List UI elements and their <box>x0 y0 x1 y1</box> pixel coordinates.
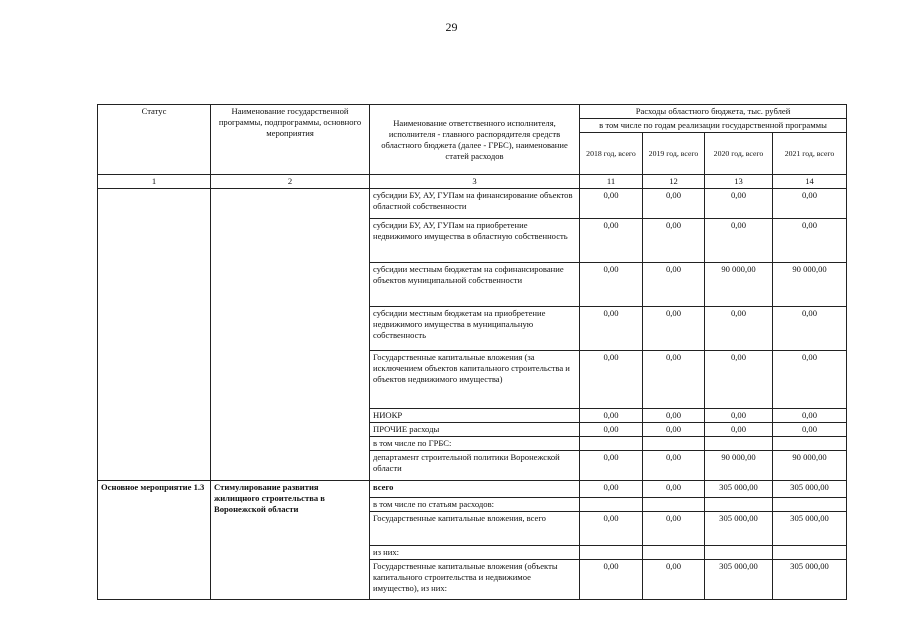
budget-value: 0,00 <box>705 189 773 219</box>
expense-item-label: из них: <box>370 546 580 560</box>
budget-value: 0,00 <box>705 409 773 423</box>
budget-value <box>580 498 643 512</box>
main-event-status: Основное мероприятие 1.3 <box>98 481 211 600</box>
budget-value: 305 000,00 <box>705 560 773 600</box>
budget-value <box>580 437 643 451</box>
budget-value: 0,00 <box>705 219 773 263</box>
expense-item-label: субсидии местным бюджетам на софинансирование объектов муниципальной собственности <box>370 263 580 307</box>
budget-table <box>97 104 847 600</box>
budget-value: 0,00 <box>773 307 847 351</box>
column-number: 11 <box>580 175 643 189</box>
expense-item-label: Государственные капитальные вложения (объекты капитального строительства и недвижимое имущество), из них: <box>370 560 580 600</box>
budget-value: 0,00 <box>705 307 773 351</box>
budget-value: 0,00 <box>580 189 643 219</box>
expense-item-label: департамент строительной политики Воронежской области <box>370 451 580 481</box>
budget-value <box>643 546 705 560</box>
expense-item-label: субсидии БУ, АУ, ГУПам на финансирование объектов областной собственности <box>370 189 580 219</box>
header-budget-title: Расходы областного бюджета, тыс. рублей <box>580 105 847 119</box>
budget-value: 0,00 <box>580 307 643 351</box>
expense-item-label: Государственные капитальные вложения (за исключением объектов капитального строительства и объектов недвижимого имущества) <box>370 351 580 409</box>
budget-value: 0,00 <box>643 263 705 307</box>
main-event-row <box>98 481 847 498</box>
budget-value: 90 000,00 <box>705 263 773 307</box>
column-number: 13 <box>705 175 773 189</box>
header-executor: Наименование ответственного исполнителя, исполнителя - главного распорядителя средств областного бюджета (далее - ГРБС), наименование статей расходов <box>370 105 580 175</box>
budget-value <box>643 498 705 512</box>
budget-value: 0,00 <box>705 351 773 409</box>
budget-value: 90 000,00 <box>773 263 847 307</box>
budget-value: 0,00 <box>580 451 643 481</box>
header-year-2019: 2019 год, всего <box>643 133 705 175</box>
column-number: 14 <box>773 175 847 189</box>
expense-item-label: ПРОЧИЕ расходы <box>370 423 580 437</box>
budget-value: 305 000,00 <box>773 560 847 600</box>
budget-value <box>580 546 643 560</box>
expense-item-label: всего <box>370 481 580 498</box>
budget-value: 0,00 <box>773 409 847 423</box>
budget-value: 0,00 <box>705 423 773 437</box>
page-number: 29 <box>445 20 458 34</box>
header-year-2020: 2020 год, всего <box>705 133 773 175</box>
expense-item-label: в том числе по статьям расходов: <box>370 498 580 512</box>
budget-value: 0,00 <box>643 423 705 437</box>
budget-value: 0,00 <box>580 409 643 423</box>
budget-value: 0,00 <box>773 351 847 409</box>
header-year-2021: 2021 год, всего <box>773 133 847 175</box>
budget-value: 90 000,00 <box>705 451 773 481</box>
budget-value <box>705 437 773 451</box>
budget-value: 0,00 <box>773 189 847 219</box>
budget-value: 305 000,00 <box>773 512 847 546</box>
budget-value: 0,00 <box>773 423 847 437</box>
budget-value: 0,00 <box>643 560 705 600</box>
budget-value: 90 000,00 <box>773 451 847 481</box>
budget-value: 0,00 <box>580 351 643 409</box>
budget-row <box>98 189 847 219</box>
header-by-years: в том числе по годам реализации государственной программы <box>580 119 847 133</box>
budget-value: 0,00 <box>580 560 643 600</box>
expense-item-label: субсидии местным бюджетам на приобретение недвижимого имущества в муниципальную собственность <box>370 307 580 351</box>
header-year-2018: 2018 год, всего <box>580 133 643 175</box>
budget-value <box>643 437 705 451</box>
column-number: 1 <box>98 175 211 189</box>
budget-value: 305 000,00 <box>773 481 847 498</box>
budget-value: 0,00 <box>580 263 643 307</box>
budget-value: 0,00 <box>580 512 643 546</box>
header-program-name: Наименование государственной программы, подпрограммы, основного мероприятия <box>211 105 370 175</box>
budget-value <box>705 498 773 512</box>
expense-item-label: в том числе по ГРБС: <box>370 437 580 451</box>
program-name-cell-empty <box>211 189 370 481</box>
budget-value: 0,00 <box>643 219 705 263</box>
budget-value: 0,00 <box>643 351 705 409</box>
budget-value <box>773 498 847 512</box>
expense-item-label: субсидии БУ, АУ, ГУПам на приобретение недвижимого имущества в областную собственность <box>370 219 580 263</box>
column-number: 3 <box>370 175 580 189</box>
budget-value: 0,00 <box>580 423 643 437</box>
budget-value: 0,00 <box>643 512 705 546</box>
main-event-name: Стимулирование развития жилищного строительства в Воронежской области <box>211 481 370 600</box>
budget-value: 0,00 <box>643 189 705 219</box>
status-cell-empty <box>98 189 211 481</box>
budget-value: 305 000,00 <box>705 512 773 546</box>
header-status: Статус <box>98 105 211 175</box>
budget-value: 0,00 <box>643 451 705 481</box>
budget-value: 0,00 <box>643 307 705 351</box>
expense-item-label: Государственные капитальные вложения, всего <box>370 512 580 546</box>
budget-value: 305 000,00 <box>705 481 773 498</box>
budget-value: 0,00 <box>643 409 705 423</box>
budget-value: 0,00 <box>643 481 705 498</box>
column-number: 12 <box>643 175 705 189</box>
budget-value <box>773 437 847 451</box>
header-row <box>98 105 847 119</box>
column-number-row <box>98 175 847 189</box>
budget-value: 0,00 <box>580 481 643 498</box>
budget-value <box>773 546 847 560</box>
budget-value: 0,00 <box>773 219 847 263</box>
expense-item-label: НИОКР <box>370 409 580 423</box>
column-number: 2 <box>211 175 370 189</box>
budget-value <box>705 546 773 560</box>
budget-value: 0,00 <box>580 219 643 263</box>
